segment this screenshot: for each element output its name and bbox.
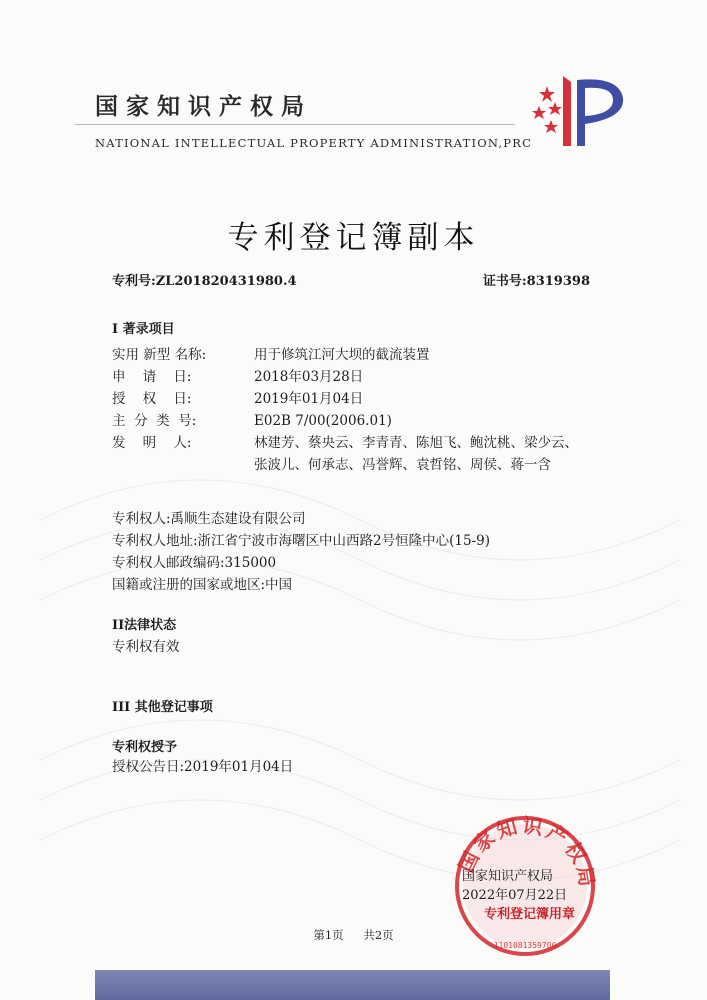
field-label: 发 明 人: — [112, 435, 192, 451]
stamp-org: 国家知识产权局 — [462, 869, 554, 884]
certificate-number: 证书号:8319398 — [482, 274, 590, 289]
field-value: 用于修筑江河大坝的截流装置 — [254, 347, 430, 363]
patentee-postcode: 专利权人邮政编码:315000 — [112, 555, 277, 571]
header-divider — [75, 124, 515, 125]
patent-number: 专利号:ZL201820431980.4 — [112, 274, 297, 289]
patentee-country: 国籍或注册的国家或地区:中国 — [112, 577, 293, 593]
seal-code: 1101081359700 — [493, 941, 557, 950]
field-label: 实用 新型 名称: — [112, 347, 207, 363]
field-label: 主 分 类 号: — [112, 413, 197, 429]
field-row-classification — [112, 410, 392, 432]
field-label: 申 请 日: — [112, 369, 192, 385]
patentee: 专利权人:禹顺生态建设有限公司 — [112, 511, 306, 527]
grant-sub-heading: 专利权授予 — [112, 740, 178, 755]
section-bibliographic-heading: I 著录项目 — [112, 322, 175, 337]
org-name-cn: 国家知识产权局 — [95, 93, 312, 120]
legal-status: 专利权有效 — [112, 639, 180, 655]
field-row-grant-date — [112, 388, 364, 410]
page-indicator — [0, 927, 707, 943]
field-value: 林建芳、蔡央云、李青青、陈旭飞、鲍沈桃、梁少云、张波儿、何承志、冯誉辉、袁哲铭、周侯、蒋一含 — [254, 435, 578, 473]
field-value: 2019年01月04日 — [254, 391, 364, 407]
section-other-matters-heading: III 其他登记事项 — [112, 700, 213, 715]
field-row-inventors — [112, 432, 578, 473]
field-value: E02B 7/00(2006.01) — [254, 413, 392, 429]
section-legal-status-heading: II法律状态 — [112, 618, 177, 633]
stamp-date: 2022年07月22日 — [462, 888, 568, 903]
patentee-address: 专利权人地址:浙江省宁波市海曙区中山西路2号恒隆中心(15-9) — [112, 533, 490, 549]
page-total: 共2页 — [363, 928, 394, 942]
field-row-title — [112, 344, 430, 366]
document-title: 专利登记簿副本 — [227, 220, 480, 256]
page-number: 第1页 — [313, 928, 344, 942]
stamp-seal-label: 专利登记簿用章 — [484, 907, 576, 922]
cnipa-logo-icon — [525, 66, 635, 156]
footer-band — [95, 970, 610, 1000]
seal-ring-text: 国家知识产权局 — [453, 813, 600, 891]
field-value: 2018年03月28日 — [254, 369, 364, 385]
field-label: 授 权 日: — [112, 391, 192, 407]
field-row-filing-date — [112, 366, 364, 388]
org-name-en: NATIONAL INTELLECTUAL PROPERTY ADMINISTRATION,PRC — [95, 136, 533, 150]
grant-announcement-date: 授权公告日:2019年01月04日 — [112, 759, 294, 775]
